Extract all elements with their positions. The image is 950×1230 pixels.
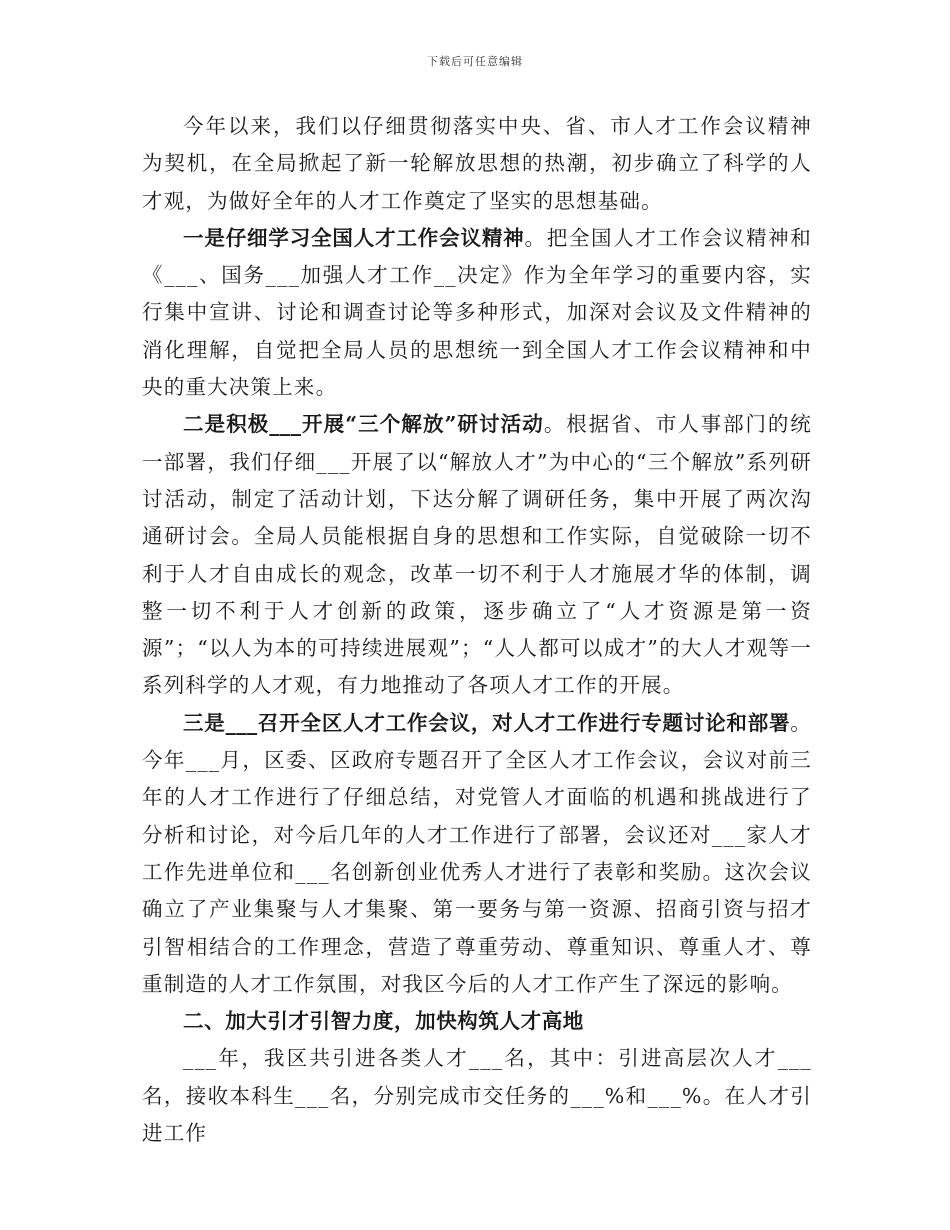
paragraph-talent-introduction [142,1040,812,1152]
paragraph-lead-bold: 三是___召开全区人才工作会议，对人才工作进行专题讨论和部署 [183,710,791,735]
paragraph-lead-bold: 二是积极___开展“三个解放”研讨活动 [183,412,544,437]
paragraph-text: 。把全国人才工作会议精神和《___、国务___加强人才工作__决定》作为全年学习的重要内容，实行集中宣讲、讨论和调查讨论等多种形式，加深对会议及文件精神的消化理解，自觉把全局人员的思想统一到全国人才工作会议精神和中央的重大决策上来。 [142,225,812,400]
section-heading: 二、加大引才引智力度，加快构筑人才高地 [183,1009,584,1034]
paragraph-text: ___年，我区共引进各类人才___名，其中：引进高层次人才___名，接收本科生___名，分别完成市交任务的___%和___%。在人才引进工作 [142,1046,812,1146]
paragraph-intro [142,108,812,220]
document-body [142,108,812,1152]
page-header-note: 下载后可任意编辑 [427,55,523,68]
paragraph-text: 今年以来，我们以仔细贯彻落实中央、省、市人才工作会议精神为契机，在全局掀起了新一轮解放思想的热潮，初步确立了科学的人才观，为做好全年的人才工作奠定了坚实的思想基础。 [142,114,812,213]
paragraph-lead-bold: 一是仔细学习全国人才工作会议精神 [183,225,525,250]
paragraph-text: 。根据省、市人事部门的统一部署，我们仔细___开展了以“解放人才”为中心的“三个解放”系列研讨活动，制定了活动计划，下达分解了调研任务，集中开展了两次沟通研讨会。全局人员能根据自身的思想和工作实际，自觉破除一切不利于人才自由成长的观念，改革一切不利于人才施展才华的体制，调整一切不利于人才创新的政策，逐步确立了“人才资源是第一资源”；“以人为本的可持续进展观”；“人人都可以成才”的大人才观等一系列科学的人才观，有力地推动了各项人才工作的开展。 [142,412,812,698]
paragraph-text: 。今年___月，区委、区政府专题召开了全区人才工作会议，会议对前三年的人才工作进行了仔细总结，对党管人才面临的机遇和挑战进行了分析和讨论，对今后几年的人才工作进行了部署，会议还对___家人才工作先进单位和___名创新创业优秀人才进行了表彰和奖励。这次会议确立了产业集聚与人才集聚、第一要务与第一资源、招商引资与招才引智相结合的工作理念，营造了尊重劳动、尊重知识、尊重人才、尊重制造的人才工作氛围，对我区今后的人才工作产生了深远的影响。 [142,710,812,996]
paragraph-district-meeting [142,705,812,1003]
paragraph-study-conference [142,220,812,406]
paragraph-three-liberations [142,406,812,704]
